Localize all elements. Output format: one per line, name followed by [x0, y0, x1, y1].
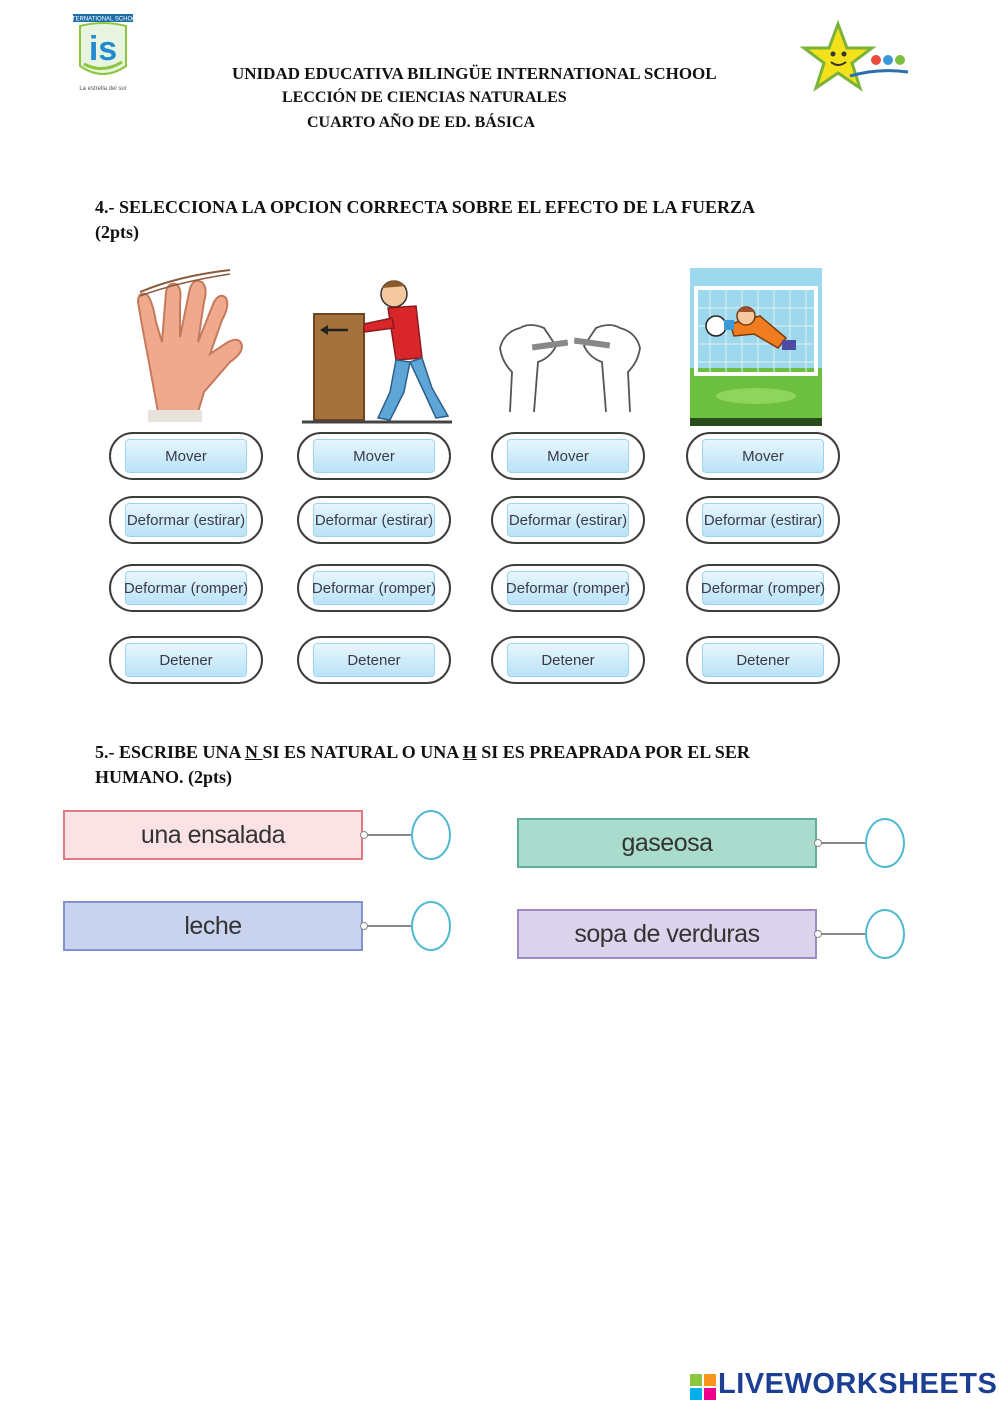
svg-text:is: is	[88, 30, 118, 68]
man-pushing-box-image	[298, 262, 454, 424]
option-label: Mover	[702, 439, 824, 473]
connector-line	[363, 834, 411, 836]
option-label: Detener	[313, 643, 435, 677]
option-label: Deformar (estirar)	[507, 503, 629, 537]
option-label: Detener	[702, 643, 824, 677]
goalkeeper-image	[690, 268, 822, 426]
option-label: Deformar (estirar)	[125, 503, 247, 537]
connector-dot	[814, 839, 822, 847]
option-deformar-romper-button[interactable]	[686, 564, 840, 612]
lesson-title: LECCIÓN DE CIENCIAS NATURALES	[282, 89, 567, 106]
connector-line	[363, 925, 411, 927]
star-logo	[798, 18, 916, 98]
option-detener-button[interactable]	[109, 636, 263, 684]
question-4-text: 4.- SELECCIONA LA OPCION CORRECTA SOBRE EL EFECTO DE LA FUERZA (2pts)	[95, 197, 754, 242]
answer-circle-gaseosa[interactable]	[865, 818, 905, 868]
option-label: Deformar (romper)	[702, 571, 824, 605]
liveworksheets-brand: LIVEWORKSHEETS	[718, 1368, 998, 1400]
option-deformar-estirar-button[interactable]	[297, 496, 451, 544]
option-detener-button[interactable]	[686, 636, 840, 684]
option-label: Deformar (romper)	[507, 571, 629, 605]
q5-letter-n: N	[245, 742, 263, 762]
answer-circle-una-ensalada[interactable]	[411, 810, 451, 860]
option-deformar-romper-button[interactable]	[109, 564, 263, 612]
option-mover-button[interactable]	[686, 432, 840, 480]
option-deformar-romper-button[interactable]	[297, 564, 451, 612]
option-label: Deformar (estirar)	[702, 503, 824, 537]
connector-line	[817, 933, 865, 935]
hands-breaking-stick-image	[490, 262, 650, 424]
option-deformar-estirar-button[interactable]	[686, 496, 840, 544]
connector-dot	[360, 831, 368, 839]
option-label: Deformar (romper)	[125, 571, 247, 605]
option-mover-button[interactable]	[491, 432, 645, 480]
food-item-sopa-de-verduras: sopa de verduras	[517, 909, 817, 959]
answer-circle-leche[interactable]	[411, 901, 451, 951]
food-item-gaseosa: gaseosa	[517, 818, 817, 868]
option-label: Mover	[125, 439, 247, 473]
option-deformar-estirar-button[interactable]	[109, 496, 263, 544]
option-detener-button[interactable]	[491, 636, 645, 684]
connector-line	[817, 842, 865, 844]
question-5-text	[95, 740, 815, 790]
liveworksheets-logo-icon	[690, 1374, 716, 1400]
option-label: Mover	[507, 439, 629, 473]
option-mover-button[interactable]	[109, 432, 263, 480]
school-name: UNIDAD EDUCATIVA BILINGÜE INTERNATIONAL SCHOOL	[232, 64, 717, 83]
logo-tagline: La estrella del sur	[79, 86, 127, 92]
q5-part3: SI ES PREAPRADA POR EL SER HUMANO. (2pts)	[95, 742, 750, 787]
school-logo	[65, 12, 141, 94]
option-deformar-estirar-button[interactable]	[491, 496, 645, 544]
connector-dot	[360, 922, 368, 930]
option-label: Detener	[507, 643, 629, 677]
option-label: Deformar (estirar)	[313, 503, 435, 537]
rubber-band-hand-image	[118, 262, 268, 424]
q5-part1: 5.- ESCRIBE UNA	[95, 742, 246, 762]
option-mover-button[interactable]	[297, 432, 451, 480]
option-label: Deformar (romper)	[313, 571, 435, 605]
logo-school-text: INTERNATIONAL SCHOOL	[65, 16, 141, 23]
option-deformar-romper-button[interactable]	[491, 564, 645, 612]
food-item-leche: leche	[63, 901, 363, 951]
q5-letter-h: H	[462, 742, 477, 762]
grade-title: CUARTO AÑO DE ED. BÁSICA	[307, 114, 536, 131]
answer-circle-sopa-de-verduras[interactable]	[865, 909, 905, 959]
option-label: Detener	[125, 643, 247, 677]
food-item-una-ensalada: una ensalada	[63, 810, 363, 860]
option-label: Mover	[313, 439, 435, 473]
connector-dot	[814, 930, 822, 938]
q5-part2: SI ES NATURAL O UNA	[262, 742, 463, 762]
option-detener-button[interactable]	[297, 636, 451, 684]
